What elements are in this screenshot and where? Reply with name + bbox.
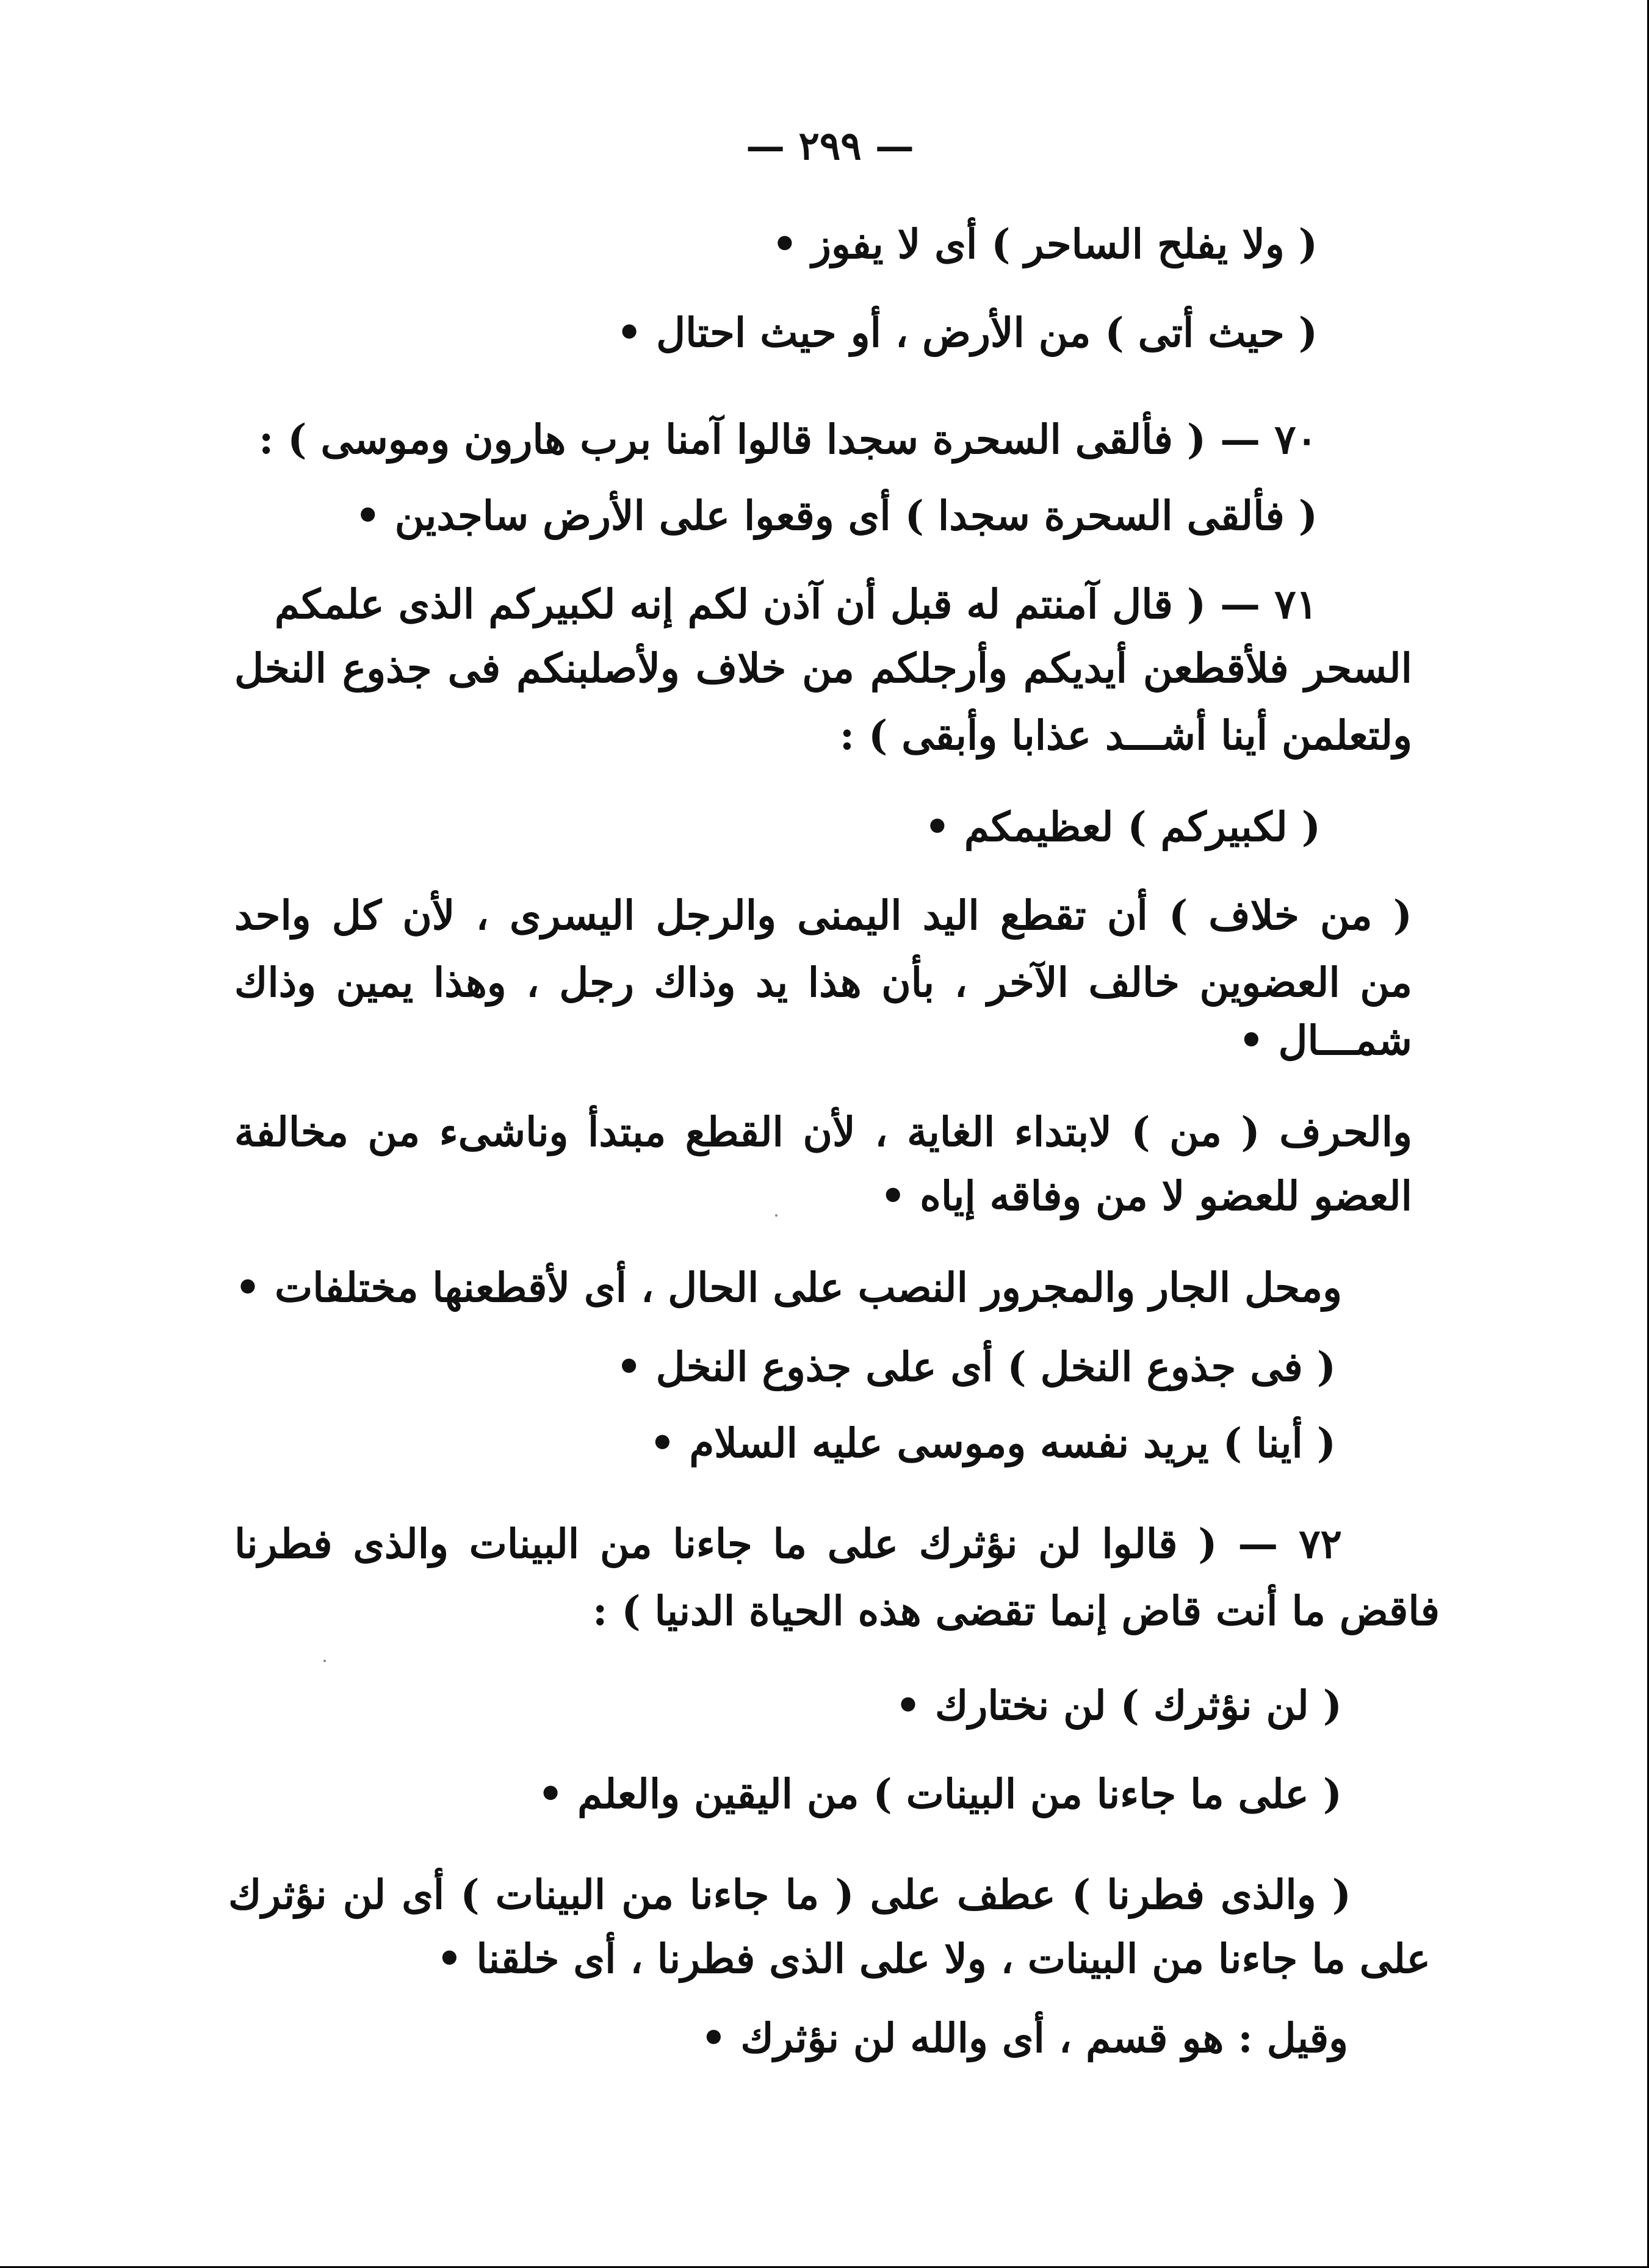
text-line: العضو للعضو لا من وفاقه إياه • <box>880 1172 1412 1220</box>
text-line: ولتعلمن أينا أشـــد عذابا وأبقى ) : <box>839 711 1412 759</box>
text-line: ( من خلاف ) أن تقطع اليد اليمنى والرجل اليسرى ، لأن كل واحد <box>234 891 1412 939</box>
text-line: من العضوين خالف الآخر ، بأن هذا يد وذاك رجل ، وهذا يمين وذاك <box>234 959 1412 1006</box>
text-line: ( لن نؤثرك ) لن نختارك • <box>895 1682 1342 1729</box>
text-line: ( فى جذوع النخل ) أى على جذوع النخل • <box>616 1343 1336 1391</box>
text-line: ( حيث أتى ) من الأرض ، أو حيث احتال • <box>616 309 1318 356</box>
text-line: ومحل الجار والمجرور النصب على الحال ، أى لأقطعنها مختلفات • <box>234 1264 1342 1311</box>
text-line: ( فألقى السحرة سجدا ) أى وقعوا على الأرض ساجدين • <box>355 492 1318 539</box>
text-line: شمـــال • <box>1238 1017 1412 1064</box>
text-line: ٧٠ — ( فألقى السحرة سجدا قالوا آمنا برب هارون وموسى ) : <box>258 416 1318 463</box>
scan-speck <box>775 1214 778 1217</box>
text-line: والحرف ( من ) لابتداء الغاية ، لأن القطع مبتدأ وناشىء من مخالفة <box>234 1108 1412 1156</box>
page-number: — ٢٩٩ — <box>746 123 914 169</box>
text-line: ( لكبيركم ) لعظيمكم • <box>924 803 1321 851</box>
text-line: ( على ما جاءنا من البينات ) من اليقين والعلم • <box>537 1770 1342 1818</box>
text-line: ٧١ — ( قال آمنتم له قبل أن آذن لكم إنه لكبيركم الذى علمكم <box>274 580 1318 628</box>
scan-speck <box>323 1660 326 1662</box>
text-line: السحر فلأقطعن أيديكم وأرجلكم من خلاف ولأصلبنكم فى جذوع النخل <box>234 644 1412 692</box>
text-line: وقيل : هو قسم ، أى والله لن نؤثرك • <box>701 2014 1348 2062</box>
text-line: ٧٢ — ( قالوا لن نؤثرك على ما جاءنا من البينات والذى فطرنا <box>234 1520 1342 1568</box>
text-line: ( ولا يفلح الساحر ) أى لا يفوز • <box>771 220 1318 268</box>
text-line: ( والذى فطرنا ) عطف على ( ما جاءنا من البينات ) أى لن نؤثرك <box>228 1871 1351 1918</box>
text-line: ( أينا ) يريد نفسه وموسى عليه السلام • <box>649 1419 1336 1467</box>
text-line: فاقض ما أنت قاض إنما تقضى هذه الحياة الدنيا ) : <box>593 1587 1440 1635</box>
text-line: على ما جاءنا من البينات ، ولا على الذى فطرنا ، أى خلقنا • <box>436 1935 1431 1982</box>
